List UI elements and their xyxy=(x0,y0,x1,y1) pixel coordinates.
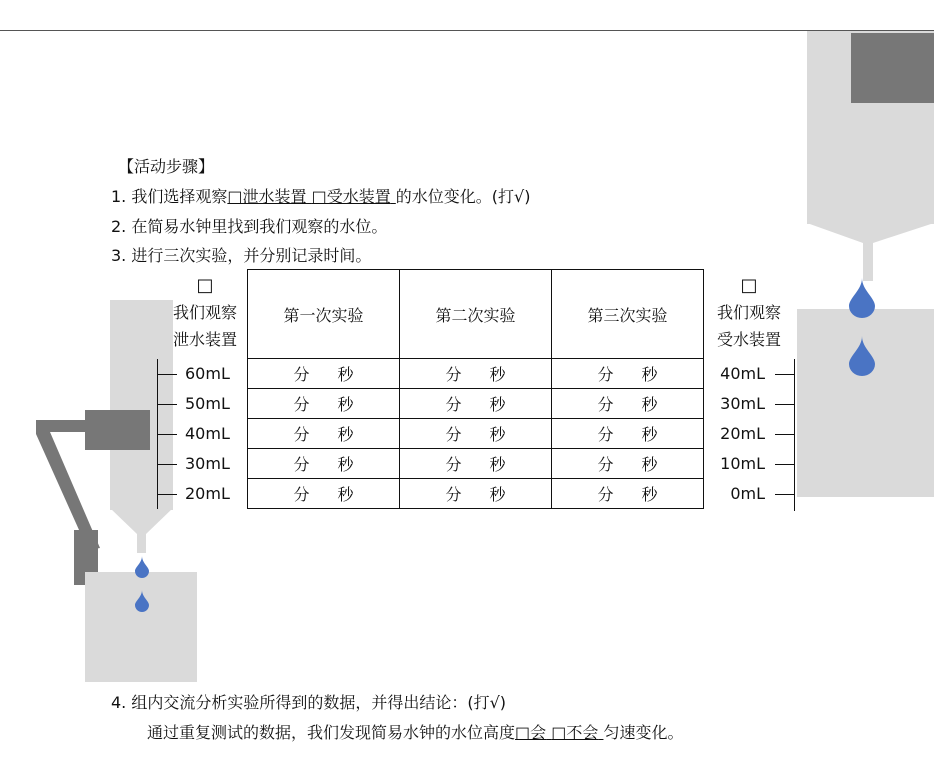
water-drop-icon xyxy=(849,278,875,318)
time-cell[interactable] xyxy=(400,359,552,389)
water-drop-icon xyxy=(135,590,149,612)
second-label: 秒 xyxy=(489,455,506,474)
time-cell[interactable] xyxy=(552,359,704,389)
scale-tick xyxy=(157,404,177,405)
minute-label: 分 xyxy=(445,485,462,504)
left-header xyxy=(165,272,245,353)
right-scale-axis xyxy=(794,359,795,511)
step-1-suffix: 的水位变化。(打√) xyxy=(395,187,531,206)
second-label: 秒 xyxy=(641,455,658,474)
table-header-row xyxy=(248,270,704,359)
top-rule xyxy=(0,30,934,31)
minute-label: 分 xyxy=(293,395,310,414)
minute-label: 分 xyxy=(597,425,614,444)
water-drop-icon xyxy=(849,336,875,376)
minute-label: 分 xyxy=(445,455,462,474)
second-label: 秒 xyxy=(489,425,506,444)
second-label: 秒 xyxy=(641,485,658,504)
scale-tick xyxy=(157,434,177,435)
conclusion xyxy=(147,722,683,744)
scale-tick xyxy=(775,464,795,465)
left-scale-label: 60mL xyxy=(185,364,230,383)
step-4: 4. 组内交流分析实验所得到的数据，并得出结论：(打√) xyxy=(111,693,507,712)
scale-tick xyxy=(775,494,795,495)
minute-label: 分 xyxy=(293,455,310,474)
option-will[interactable]: □会 xyxy=(515,723,547,742)
table-row xyxy=(248,389,704,419)
conclusion-suffix: 匀速变化。 xyxy=(603,723,684,742)
time-cell[interactable] xyxy=(248,479,400,509)
step-2: 2. 在简易水钟里找到我们观察的水位。 xyxy=(111,217,388,236)
step-3: 3. 进行三次实验，并分别记录时间。 xyxy=(111,246,372,265)
scale-tick xyxy=(157,494,177,495)
time-cell[interactable] xyxy=(552,419,704,449)
scale-tick xyxy=(775,434,795,435)
left-header-line2: 泄水装置 xyxy=(172,330,237,349)
second-label: 秒 xyxy=(641,425,658,444)
option-drain-device[interactable]: □泄水装置 xyxy=(227,187,307,206)
time-cell[interactable] xyxy=(248,419,400,449)
left-scale-label: 40mL xyxy=(185,424,230,443)
scale-tick xyxy=(775,374,795,375)
time-cell[interactable] xyxy=(552,479,704,509)
time-cell[interactable] xyxy=(400,449,552,479)
time-cell[interactable] xyxy=(552,449,704,479)
time-cell[interactable] xyxy=(248,359,400,389)
drain-funnel xyxy=(110,508,173,553)
right-scale-label: 40mL xyxy=(720,364,765,383)
right-scale-label: 10mL xyxy=(720,454,765,473)
record-table xyxy=(247,269,704,509)
right-header-line1: 我们观察 xyxy=(716,303,781,322)
minute-label: 分 xyxy=(597,485,614,504)
table-row xyxy=(248,359,704,389)
minute-label: 分 xyxy=(445,365,462,384)
minute-label: 分 xyxy=(597,455,614,474)
scale-tick xyxy=(157,464,177,465)
option-will-not[interactable]: □不会 xyxy=(551,723,599,742)
option-receive-device[interactable]: □受水装置 xyxy=(311,187,391,206)
table-row xyxy=(248,449,704,479)
column-header: 第一次实验 xyxy=(248,270,400,359)
minute-label: 分 xyxy=(293,425,310,444)
right-scale-label: 30mL xyxy=(720,394,765,413)
column-header: 第二次实验 xyxy=(400,270,552,359)
collect-container xyxy=(85,572,197,682)
second-label: 秒 xyxy=(337,485,354,504)
left-checkbox[interactable]: □ xyxy=(196,275,214,296)
right-header-line2: 受水装置 xyxy=(716,330,781,349)
time-cell[interactable] xyxy=(400,479,552,509)
second-label: 秒 xyxy=(337,425,354,444)
scale-tick xyxy=(157,374,177,375)
left-scale-label: 50mL xyxy=(185,394,230,413)
left-scale-label: 30mL xyxy=(185,454,230,473)
second-label: 秒 xyxy=(337,365,354,384)
second-label: 秒 xyxy=(641,365,658,384)
time-cell[interactable] xyxy=(400,389,552,419)
funnel-neck xyxy=(807,223,934,283)
table-row xyxy=(248,479,704,509)
water-drop-icon xyxy=(135,556,149,578)
minute-label: 分 xyxy=(293,485,310,504)
minute-label: 分 xyxy=(293,365,310,384)
step-1 xyxy=(111,186,530,208)
second-label: 秒 xyxy=(337,395,354,414)
section-heading: 【活动步骤】 xyxy=(118,157,215,176)
table-row xyxy=(248,419,704,449)
time-cell[interactable] xyxy=(248,449,400,479)
right-scale-label: 0mL xyxy=(730,484,765,503)
reservoir-cap xyxy=(851,33,934,103)
column-header: 第三次实验 xyxy=(552,270,704,359)
drain-reservoir xyxy=(110,300,173,510)
time-cell[interactable] xyxy=(400,419,552,449)
minute-label: 分 xyxy=(597,395,614,414)
time-cell[interactable] xyxy=(248,389,400,419)
minute-label: 分 xyxy=(445,395,462,414)
right-scale-label: 20mL xyxy=(720,424,765,443)
second-label: 秒 xyxy=(489,395,506,414)
second-label: 秒 xyxy=(489,485,506,504)
right-checkbox[interactable]: □ xyxy=(740,275,758,296)
right-header xyxy=(710,272,788,353)
minute-label: 分 xyxy=(597,365,614,384)
second-label: 秒 xyxy=(641,395,658,414)
second-label: 秒 xyxy=(337,455,354,474)
minute-label: 分 xyxy=(445,425,462,444)
second-label: 秒 xyxy=(489,365,506,384)
time-cell[interactable] xyxy=(552,389,704,419)
left-header-line1: 我们观察 xyxy=(172,303,237,322)
conclusion-prefix: 通过重复测试的数据，我们发现简易水钟的水位高度 xyxy=(147,723,516,742)
step-1-prefix: 1. 我们选择观察 xyxy=(111,187,228,206)
scale-tick xyxy=(775,404,795,405)
left-scale-label: 20mL xyxy=(185,484,230,503)
